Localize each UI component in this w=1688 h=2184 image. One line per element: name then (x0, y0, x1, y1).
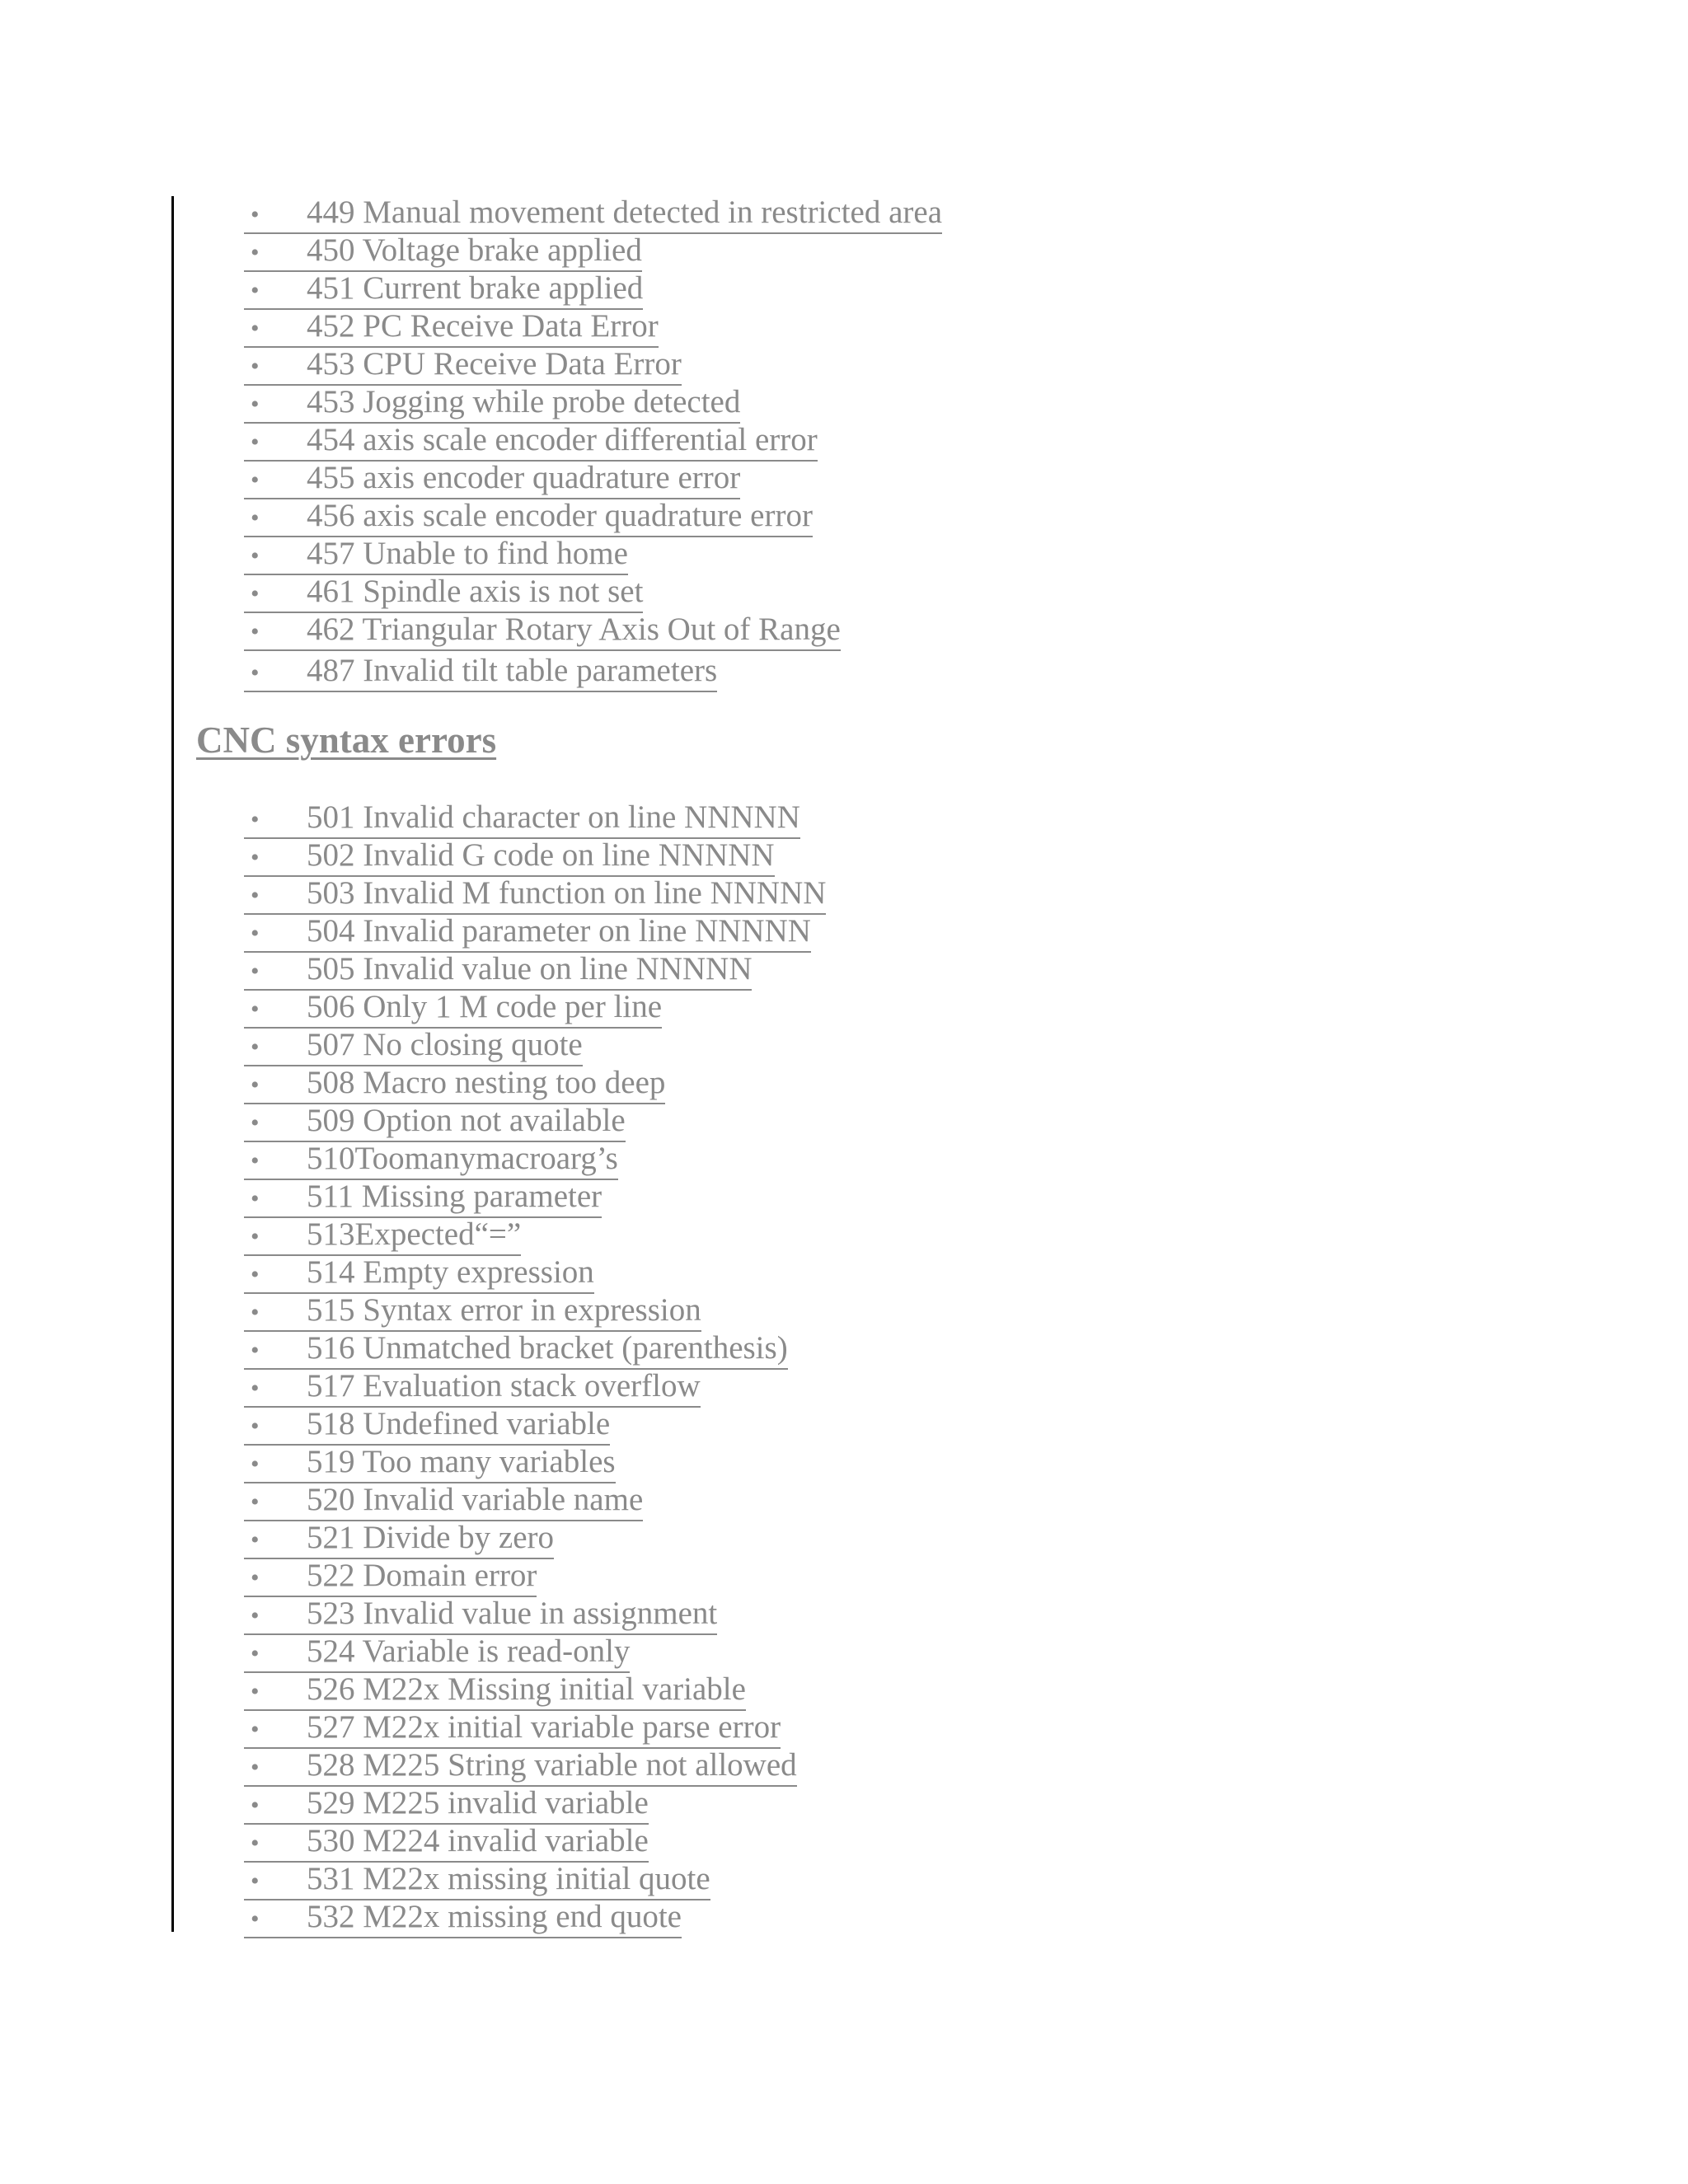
list-item (244, 1141, 1398, 1179)
bullet-icon: • (251, 277, 260, 304)
bullet-icon: • (251, 659, 260, 687)
list-item (244, 799, 1398, 837)
error-text: 518 Undefined variable (307, 1406, 611, 1441)
list-item (244, 194, 1398, 232)
error-text: 530 M224 invalid variable (307, 1823, 649, 1858)
list-item (244, 1823, 1398, 1861)
list-item (244, 612, 1398, 649)
error-text: 453 Jogging while probe detected (307, 384, 741, 419)
list-item (244, 1406, 1398, 1444)
bullet-icon: • (251, 1337, 260, 1364)
list-item (244, 875, 1398, 913)
bullet-icon: • (251, 1488, 260, 1516)
error-link[interactable] (244, 1255, 594, 1294)
bullet-icon: • (251, 353, 260, 380)
error-text: 457 Unable to find home (307, 536, 628, 571)
error-text: 519 Too many variables (307, 1444, 616, 1479)
error-text: 508 Macro nesting too deep (307, 1065, 666, 1100)
error-link[interactable] (244, 1217, 521, 1256)
bullet-icon: • (251, 1716, 260, 1743)
bullet-icon: • (251, 1526, 260, 1554)
section-heading[interactable]: CNC syntax errors (196, 719, 497, 761)
list-item (244, 913, 1398, 951)
bullet-icon: • (251, 504, 260, 532)
bullet-icon: • (251, 315, 260, 342)
list-item (244, 951, 1398, 989)
error-link[interactable] (244, 1748, 797, 1787)
list-item (244, 270, 1398, 308)
error-link[interactable] (244, 574, 643, 613)
list-item (244, 232, 1398, 270)
error-text: 504 Invalid parameter on line NNNNN (307, 913, 811, 949)
list-item (244, 1216, 1398, 1254)
list-item (244, 1292, 1398, 1330)
bullet-icon: • (251, 1071, 260, 1099)
list-item (244, 536, 1398, 574)
error-link[interactable] (244, 800, 800, 839)
error-link[interactable] (244, 1141, 618, 1180)
error-text: 522 Domain error (307, 1558, 537, 1593)
error-text: 503 Invalid M function on line NNNNN (307, 875, 827, 911)
error-link[interactable] (244, 1634, 630, 1673)
error-text: 461 Spindle axis is not set (307, 574, 644, 609)
list-item (244, 308, 1398, 346)
bullet-icon: • (251, 466, 260, 494)
list-item (244, 1179, 1398, 1216)
error-text: 502 Invalid G code on line NNNNN (307, 837, 775, 873)
error-link[interactable] (244, 1407, 610, 1446)
bullet-icon: • (251, 1185, 260, 1212)
error-link[interactable] (244, 1483, 643, 1521)
bullet-icon: • (251, 429, 260, 456)
error-text: 507 No closing quote (307, 1027, 583, 1062)
error-text: 532 M22x missing end quote (307, 1899, 682, 1934)
syntax-error-list (244, 799, 1398, 1937)
bullet-icon: • (251, 1640, 260, 1667)
bullet-icon: • (251, 1413, 260, 1440)
bullet-icon: • (251, 1033, 260, 1061)
bullet-icon: • (251, 1868, 260, 1895)
bullet-icon: • (251, 1375, 260, 1402)
list-item (244, 1520, 1398, 1558)
error-link[interactable] (244, 385, 740, 424)
list-item (244, 1444, 1398, 1482)
error-text: 450 Voltage brake applied (307, 232, 642, 268)
error-text: 516 Unmatched bracket (parenthesis) (307, 1330, 788, 1366)
bullet-icon: • (251, 1602, 260, 1629)
error-link[interactable] (244, 1104, 626, 1142)
error-text: 510Toomanymacroarg’s (307, 1141, 618, 1176)
bullet-icon: • (251, 1905, 260, 1933)
list-item (244, 1596, 1398, 1633)
bullet-icon: • (251, 1754, 260, 1781)
error-link[interactable] (244, 1331, 788, 1370)
error-link[interactable] (244, 195, 942, 234)
bullet-icon: • (251, 391, 260, 418)
bullet-icon: • (251, 1792, 260, 1819)
error-link[interactable] (244, 271, 643, 310)
list-item (244, 1861, 1398, 1899)
bullet-icon: • (251, 1564, 260, 1591)
error-text: 529 M225 invalid variable (307, 1785, 649, 1821)
error-text: 511 Missing parameter (307, 1179, 603, 1214)
error-link[interactable] (244, 990, 662, 1029)
bullet-icon: • (251, 201, 260, 228)
list-item (244, 1065, 1398, 1103)
list-item (244, 837, 1398, 875)
revision-change-bar (171, 196, 174, 1932)
bullet-icon: • (251, 920, 260, 947)
list-item (244, 1254, 1398, 1292)
error-link[interactable] (244, 1672, 746, 1711)
error-link[interactable] (244, 914, 811, 953)
list-item (244, 1558, 1398, 1596)
bullet-icon: • (251, 1830, 260, 1857)
error-text: 453 CPU Receive Data Error (307, 346, 682, 382)
error-text: 514 Empty expression (307, 1254, 594, 1290)
hardware-error-list (244, 194, 1398, 694)
list-item (244, 574, 1398, 612)
error-text: 454 axis scale encoder differential error (307, 422, 818, 457)
bullet-icon: • (251, 958, 260, 985)
bullet-icon: • (251, 1261, 260, 1288)
error-text: 462 Triangular Rotary Axis Out of Range (307, 612, 841, 647)
error-link[interactable] (244, 537, 628, 575)
error-text: 515 Syntax error in expression (307, 1292, 701, 1328)
list-item (244, 653, 1398, 694)
list-item (244, 989, 1398, 1027)
bullet-icon: • (251, 844, 260, 871)
error-link[interactable] (244, 1369, 701, 1408)
error-text: 526 M22x Missing initial variable (307, 1671, 746, 1707)
error-text: 527 M22x initial variable parse error (307, 1709, 781, 1745)
error-link[interactable] (244, 876, 826, 915)
error-link[interactable] (244, 347, 682, 386)
error-link[interactable] (244, 1900, 682, 1938)
bullet-icon: • (251, 239, 260, 266)
error-link[interactable] (244, 952, 752, 991)
list-item (244, 1747, 1398, 1785)
list-item (244, 1330, 1398, 1368)
error-text: 523 Invalid value in assignment (307, 1596, 718, 1631)
error-text: 487 Invalid tilt table parameters (307, 653, 718, 688)
error-text: 524 Variable is read-only (307, 1633, 631, 1669)
bullet-icon: • (251, 1299, 260, 1326)
error-link[interactable] (244, 838, 775, 877)
error-link[interactable] (244, 233, 642, 272)
list-item (244, 1103, 1398, 1141)
bullet-icon: • (251, 1451, 260, 1478)
error-text: 520 Invalid variable name (307, 1482, 644, 1517)
error-link[interactable] (244, 1862, 710, 1900)
bullet-icon: • (251, 1223, 260, 1250)
list-item (244, 1671, 1398, 1709)
list-item (244, 384, 1398, 422)
error-link[interactable] (244, 1521, 554, 1559)
list-item (244, 498, 1398, 536)
list-item (244, 1899, 1398, 1937)
error-text: 451 Current brake applied (307, 270, 644, 306)
bullet-icon: • (251, 580, 260, 607)
bullet-icon: • (251, 882, 260, 909)
error-link[interactable] (244, 309, 659, 348)
list-item (244, 1368, 1398, 1406)
error-link[interactable] (244, 1445, 616, 1483)
list-item (244, 1633, 1398, 1671)
error-link[interactable] (244, 1293, 701, 1332)
list-item (244, 422, 1398, 460)
bullet-icon: • (251, 1109, 260, 1137)
error-link[interactable] (244, 1596, 717, 1635)
error-link[interactable] (244, 1786, 649, 1825)
error-link[interactable] (244, 1028, 583, 1066)
list-item (244, 346, 1398, 384)
error-text: 528 M225 String variable not allowed (307, 1747, 797, 1783)
list-item (244, 1027, 1398, 1065)
bullet-icon: • (251, 806, 260, 833)
error-text: 452 PC Receive Data Error (307, 308, 659, 344)
bullet-icon: • (251, 996, 260, 1023)
error-link[interactable] (244, 1066, 665, 1104)
error-link[interactable] (244, 423, 818, 462)
error-link[interactable] (244, 654, 717, 692)
list-item (244, 1482, 1398, 1520)
error-text: 455 axis encoder quadrature error (307, 460, 741, 495)
error-text: 456 axis scale encoder quadrature error (307, 498, 813, 533)
error-text: 513Expected“=” (307, 1216, 522, 1252)
list-item (244, 1709, 1398, 1747)
error-link[interactable] (244, 499, 813, 537)
list-item (244, 460, 1398, 498)
bullet-icon: • (251, 1678, 260, 1705)
error-text: 501 Invalid character on line NNNNN (307, 799, 800, 835)
error-text: 505 Invalid value on line NNNNN (307, 951, 753, 987)
error-text: 506 Only 1 M code per line (307, 989, 663, 1024)
error-link[interactable] (244, 1558, 537, 1597)
bullet-icon: • (251, 542, 260, 569)
error-link[interactable] (244, 1710, 781, 1749)
error-link[interactable] (244, 612, 841, 651)
error-text: 517 Evaluation stack overflow (307, 1368, 701, 1404)
list-item (244, 1785, 1398, 1823)
error-link[interactable] (244, 1179, 602, 1218)
bullet-icon: • (251, 1147, 260, 1174)
error-link[interactable] (244, 461, 740, 499)
error-text: 449 Manual movement detected in restricted area (307, 194, 943, 230)
bullet-icon: • (251, 618, 260, 645)
error-text: 509 Option not available (307, 1103, 626, 1138)
error-text: 521 Divide by zero (307, 1520, 555, 1555)
error-link[interactable] (244, 1824, 649, 1863)
error-text: 531 M22x missing initial quote (307, 1861, 710, 1896)
